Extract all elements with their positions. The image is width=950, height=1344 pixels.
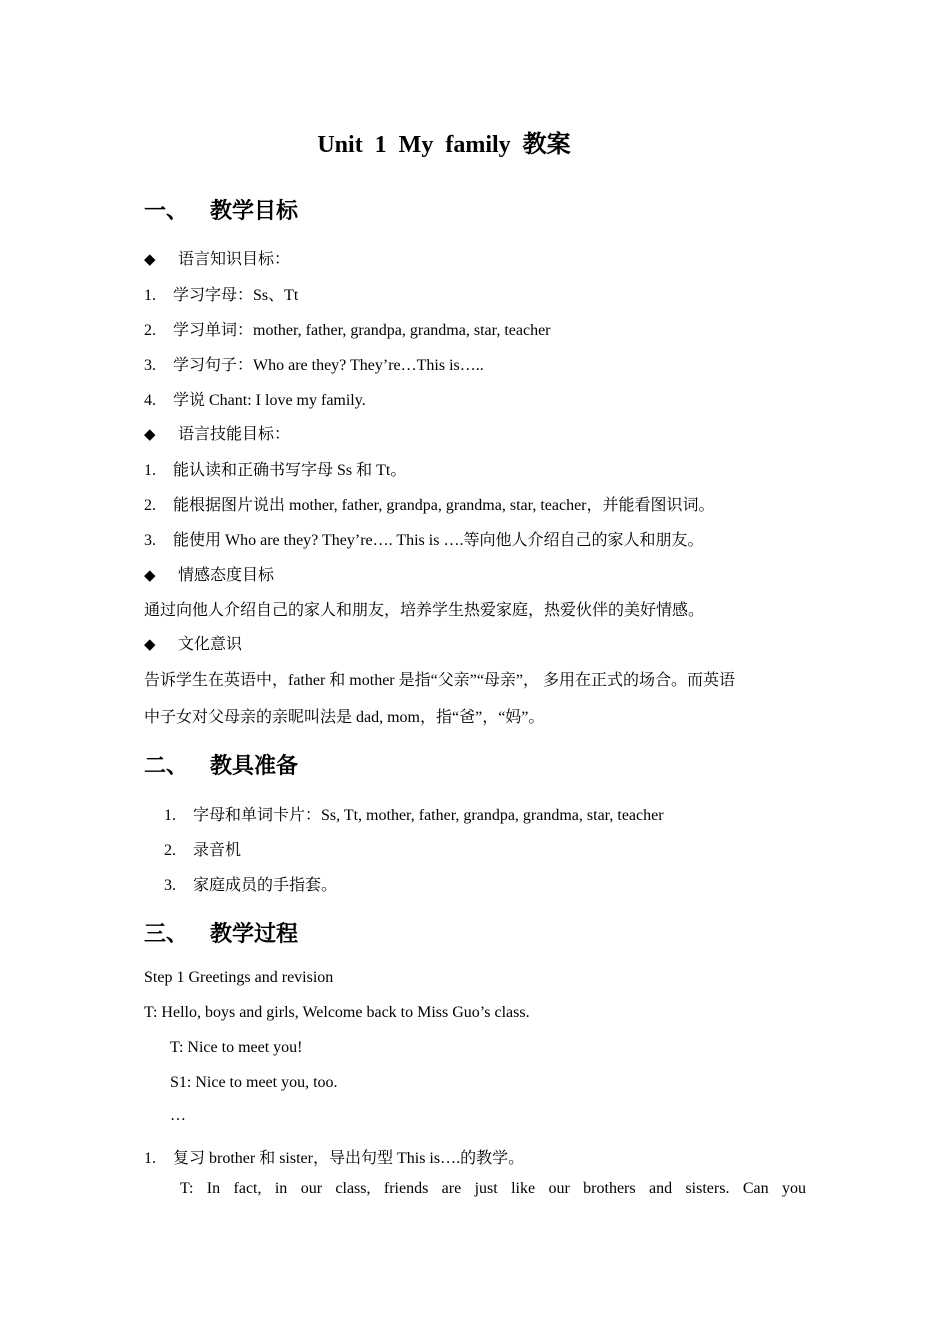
list-item: 1. 复习 brother 和 sister，导出句型 This is….的教学。 [144, 1150, 525, 1167]
list-item: 1. 字母和单词卡片：Ss, Tt, mother, father, grandpa, grandma, star, teacher [164, 807, 664, 824]
bullet-label: 情感态度目标 [178, 567, 275, 584]
section-heading-3 [144, 917, 298, 948]
step-heading: Step 1 Greetings and revision [144, 969, 334, 986]
section-label: 教学目标 [210, 198, 299, 223]
bullet-knowledge [144, 246, 290, 269]
section-number: 一、 [144, 198, 189, 223]
list-item: 2. 录音机 [164, 842, 242, 859]
list-item: 3. 学习句子：Who are they? They’re…This is….. [144, 357, 484, 374]
diamond-bullet-icon: ◆ [144, 252, 156, 268]
dialogue-line: S1: Nice to meet you, too. [170, 1074, 338, 1091]
section-heading-2 [144, 749, 298, 780]
bullet-attitude [144, 562, 274, 585]
page-title: Unit 1 My family 教案 [317, 132, 571, 158]
section-number: 三、 [144, 921, 189, 946]
list-item: 4. 学说 Chant: I love my family. [144, 392, 366, 409]
dialogue-line: T: Nice to meet you! [170, 1039, 303, 1056]
list-item: 1. 学习字母：Ss、Tt [144, 287, 299, 304]
list-item: 3. 家庭成员的手指套。 [164, 877, 338, 894]
diamond-bullet-icon: ◆ [144, 427, 156, 443]
bullet-label: 语言知识目标： [178, 251, 291, 268]
list-item: 2. 能根据图片说出 mother, father, grandpa, grandma, star, teacher，并能看图识词。 [144, 497, 715, 514]
list-item: 3. 能使用 Who are they? They’re…. This is ….等向他人介绍自己的家人和朋友。 [144, 532, 704, 549]
section-label: 教具准备 [210, 753, 299, 778]
dialogue-line: T: Hello, boys and girls, Welcome back to Miss Guo’s class. [144, 1004, 530, 1021]
dialogue-line: T: In fact, in our class, friends are just like our brothers and sisters. Can you [180, 1180, 806, 1197]
paragraph: 告诉学生在英语中，father 和 mother 是指“父亲”“母亲”， 多用在正式的场合。而英语 [144, 672, 736, 689]
section-number: 二、 [144, 753, 189, 778]
diamond-bullet-icon: ◆ [144, 637, 156, 653]
bullet-culture [144, 631, 242, 654]
paragraph: 通过向他人介绍自己的家人和朋友，培养学生热爱家庭，热爱伙伴的美好情感。 [144, 602, 705, 619]
section-heading-1 [144, 194, 298, 225]
paragraph: 中子女对父母亲的亲昵叫法是 dad, mom，指“爸”，“妈”。 [144, 709, 545, 726]
bullet-label: 文化意识 [178, 636, 243, 653]
diamond-bullet-icon: ◆ [144, 568, 156, 584]
section-label: 教学过程 [210, 921, 299, 946]
bullet-skills [144, 421, 290, 444]
bullet-label: 语言技能目标： [178, 426, 291, 443]
ellipsis: … [170, 1107, 186, 1124]
list-item: 1. 能认读和正确书写字母 Ss 和 Tt。 [144, 462, 407, 479]
list-item: 2. 学习单词：mother, father, grandpa, grandma, star, teacher [144, 322, 551, 339]
